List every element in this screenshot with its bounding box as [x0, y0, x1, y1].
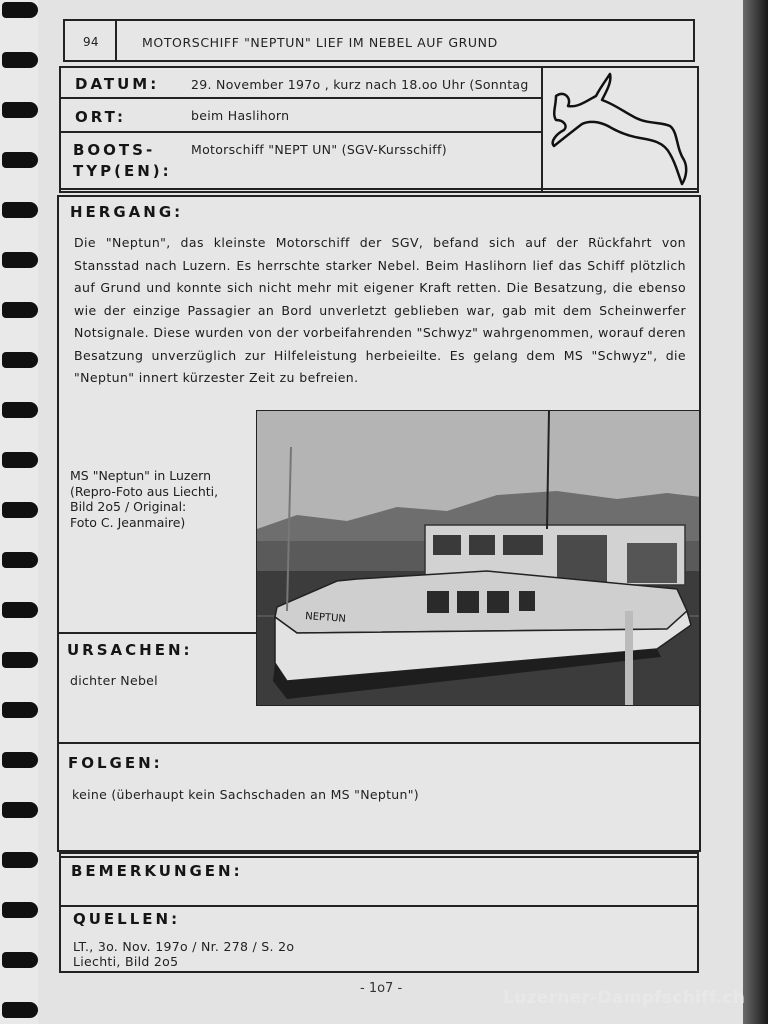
binding-ring [2, 1002, 38, 1018]
entry-number: 94 [83, 35, 99, 49]
ursachen-label: URSACHEN: [67, 641, 193, 659]
binding-ring [2, 352, 38, 368]
map-divider [541, 66, 543, 191]
caption-line-3: Bild 2o5 / Original: [70, 499, 187, 514]
binding-ring [2, 602, 38, 618]
title-divider [115, 19, 117, 62]
website-watermark: Luzerner-Dampfschiff.ch [503, 988, 746, 1008]
datum-value: 29. November 197o , kurz nach 18.oo Uhr (Sonntag [191, 77, 529, 92]
binding-ring [2, 252, 38, 268]
ort-value: beim Haslihorn [191, 108, 290, 123]
spiral-binding [0, 0, 40, 1024]
bootstyp-label-line2: TYP(EN): [73, 162, 172, 180]
folgen-value: keine (überhaupt kein Sachschaden an MS "Neptun") [72, 787, 419, 802]
binding-ring [2, 802, 38, 818]
quellen-label: QUELLEN: [73, 910, 181, 928]
caption-line-2: (Repro-Foto aus Liechti, [70, 483, 219, 499]
binding-ring [2, 852, 38, 868]
book-edge [743, 0, 768, 1024]
ursachen-top-line [57, 632, 256, 634]
binding-ring [2, 652, 38, 668]
binding-ring [2, 502, 38, 518]
binding-ring [2, 52, 38, 68]
datum-label: DATUM: [75, 75, 160, 93]
binding-ring [2, 2, 38, 18]
binding-ring [2, 902, 38, 918]
bemerkungen-label: BEMERKUNGEN: [71, 862, 243, 880]
binding-ring [2, 202, 38, 218]
ort-row-line [61, 131, 541, 133]
bootstyp-value: Motorschiff "NEPT UN" (SGV-Kursschiff) [191, 142, 447, 157]
binding-ring [2, 952, 38, 968]
page-number: - 1o7 - [360, 981, 403, 996]
quellen-line-1: LT., 3o. Nov. 197o / Nr. 278 / S. 2o [73, 939, 295, 954]
info-bottom-double [59, 188, 699, 190]
ship-photo [256, 410, 700, 706]
lake-map [544, 68, 696, 188]
datum-row-line [61, 97, 541, 99]
ursachen-value: dichter Nebel [70, 673, 158, 688]
binding-ring [2, 152, 38, 168]
binding-ring [2, 702, 38, 718]
photo-caption [70, 468, 218, 530]
hergang-text: Die "Neptun", das kleinste Motorschiff der SGV, befand sich auf der Rückfahrt von Stansstad nach Luzern. Es herrschte starker Nebel. Beim Haslihorn lief das Schiff plötzlich auf Grund und konnte sich nicht mehr mit eigener Kraft retten. Die Besatzung, die ebenso wie der einzige Passagier an Bord unverletzt geblieben war, gab mit dem Scheinwerfer Notsignale. Diese wurden von der vorbeifahrenden "Schwyz" wahrgenommen, worauf deren Besatzung unverzüglich zur Hilfeleistung herbeieilte. Es gelang dem MS "Schwyz", die "Neptun" innert kürzester Zeit zu befreien. [74, 235, 686, 385]
binding-ring [2, 452, 38, 468]
caption-line-4: Foto C. Jeanmaire) [70, 514, 186, 530]
hergang-label: HERGANG: [70, 203, 184, 221]
binding-ring [2, 402, 38, 418]
binding-ring [2, 552, 38, 568]
ort-label: ORT: [75, 108, 127, 126]
binding-ring [2, 102, 38, 118]
ship-illustration [257, 411, 700, 706]
caption-line-1: MS "Neptun" in Luzern [70, 468, 212, 483]
ship-name-label: NEPTUN [304, 611, 347, 625]
binding-ring [2, 302, 38, 318]
entry-title: MOTORSCHIFF "NEPTUN" LIEF IM NEBEL AUF GRUND [142, 35, 498, 50]
bootstyp-label-line1: BOOTS- [73, 141, 156, 159]
quellen-line-2: Liechti, Bild 2o5 [73, 954, 179, 969]
folgen-label: FOLGEN: [68, 754, 163, 772]
bemerkungen-double [59, 856, 699, 858]
binding-ring [2, 752, 38, 768]
